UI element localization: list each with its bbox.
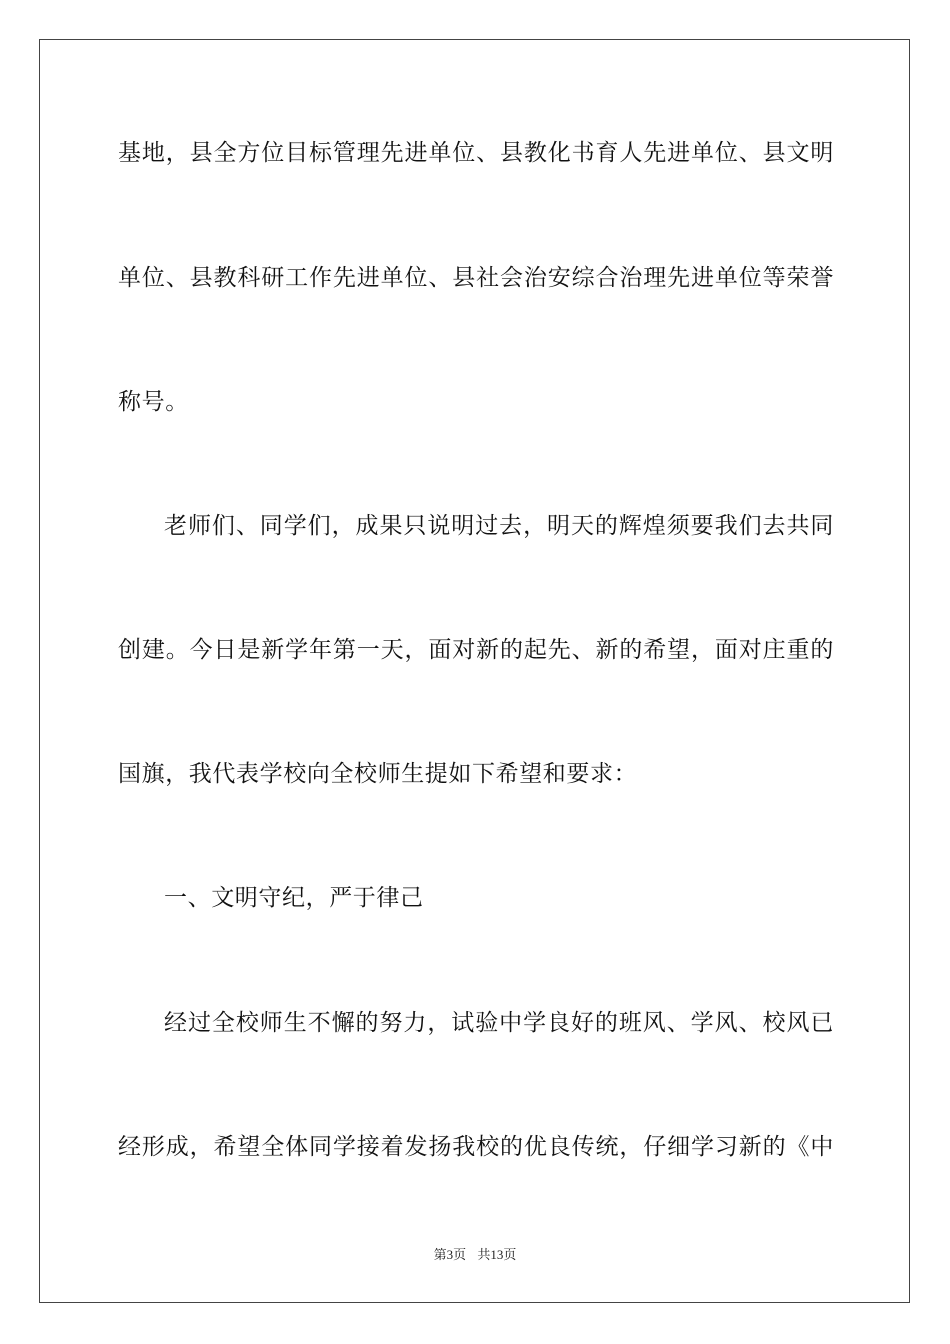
- paragraph-3-line-2: 经形成，希望全体同学接着发扬我校的优良传统，仔细学习新的《中: [118, 1134, 834, 1160]
- page-number-current: 第3页: [433, 1247, 467, 1262]
- page-number-total: 共13页: [477, 1247, 517, 1262]
- paragraph-2-line-1: 老师们、同学们，成果只说明过去，明天的辉煌须要我们去共同: [164, 513, 834, 539]
- section-heading: 一、文明守纪，严于律己: [164, 885, 424, 911]
- paragraph-2-line-3: 国旗，我代表学校向全校师生提如下希望和要求：: [118, 761, 638, 787]
- paragraph-3-line-1: 经过全校师生不懈的努力，试验中学良好的班风、学风、校风已: [164, 1010, 834, 1036]
- body-line-3: 称号。: [118, 389, 189, 415]
- page-footer: [0, 1246, 950, 1264]
- body-line-2: 单位、县教科研工作先进单位、县社会治安综合治理先进单位等荣誉: [118, 265, 834, 291]
- page-border: [39, 39, 910, 1303]
- paragraph-2-line-2: 创建。今日是新学年第一天，面对新的起先、新的希望，面对庄重的: [118, 637, 834, 663]
- body-line-1: 基地，县全方位目标管理先进单位、县教化书育人先进单位、县文明: [118, 140, 834, 166]
